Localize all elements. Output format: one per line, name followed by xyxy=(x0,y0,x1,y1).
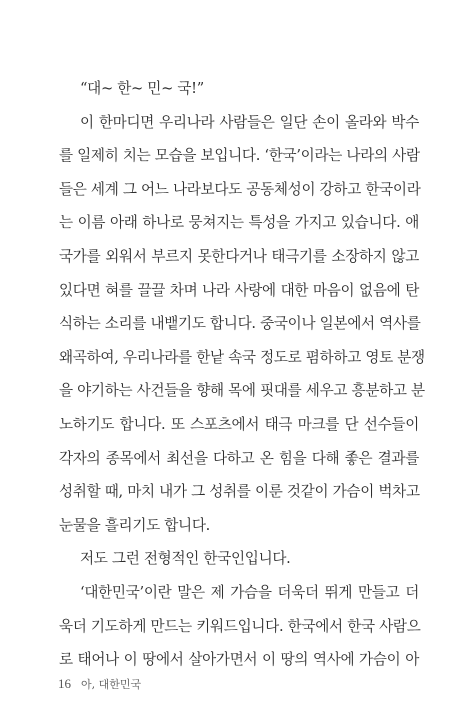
text-line: 이 한마디면 우리나라 사람들은 일단 손이 올라와 박수 xyxy=(80,113,419,131)
text-line: 들은 세계 그 어느 나라보다도 공동체성이 강하고 한국이라 xyxy=(59,180,421,198)
text-line: ‘대한민국’이란 말은 제 가슴을 더욱더 뛰게 만들고 더 xyxy=(80,583,419,601)
text-line: 각자의 종목에서 최선을 다하고 온 힘을 다해 좋은 결과를 xyxy=(59,449,419,467)
text-line: 저도 그런 전형적인 한국인입니다. xyxy=(80,550,291,568)
text-line: “대~ 한~ 민~ 국!” xyxy=(80,80,204,97)
chapter-title: 아, 대한민국 xyxy=(81,678,142,691)
text-line: 눈물을 흘리기도 합니다. xyxy=(59,516,210,534)
text-line: 욱더 기도하게 만드는 키워드입니다. 한국에서 한국 사람으 xyxy=(59,617,421,635)
text-line: 식하는 소리를 내뱉기도 합니다. 중국이나 일본에서 역사를 xyxy=(59,315,421,333)
page-footer xyxy=(58,676,141,692)
text-line: 있다면 혀를 끌끌 차며 나라 사랑에 대한 마음이 없음에 탄 xyxy=(59,281,419,299)
text-line: 는 이름 아래 하나로 뭉쳐지는 특성을 가지고 있습니다. 애 xyxy=(59,214,419,232)
page-number: 16 xyxy=(58,676,71,691)
text-line: 을 야기하는 사건들을 향해 목에 핏대를 세우고 흥분하고 분 xyxy=(59,382,425,400)
text-line: 성취할 때, 마치 내가 그 성취를 이룬 것같이 가슴이 벅차고 xyxy=(59,483,420,501)
text-line: 노하기도 합니다. 또 스포츠에서 태극 마크를 단 선수들이 xyxy=(59,415,419,433)
text-line: 왜곡하여, 우리나라를 한낱 속국 정도로 폄하하고 영토 분쟁 xyxy=(59,348,425,366)
text-line: 로 태어나 이 땅에서 살아가면서 이 땅의 역사에 가슴이 아 xyxy=(59,651,419,669)
body-text xyxy=(59,78,425,683)
text-line: 를 일제히 치는 모습을 보입니다. ‘한국’이라는 나라의 사람 xyxy=(59,147,420,165)
text-line: 국가를 외워서 부르지 못한다거나 태극기를 소장하지 않고 xyxy=(59,247,419,265)
